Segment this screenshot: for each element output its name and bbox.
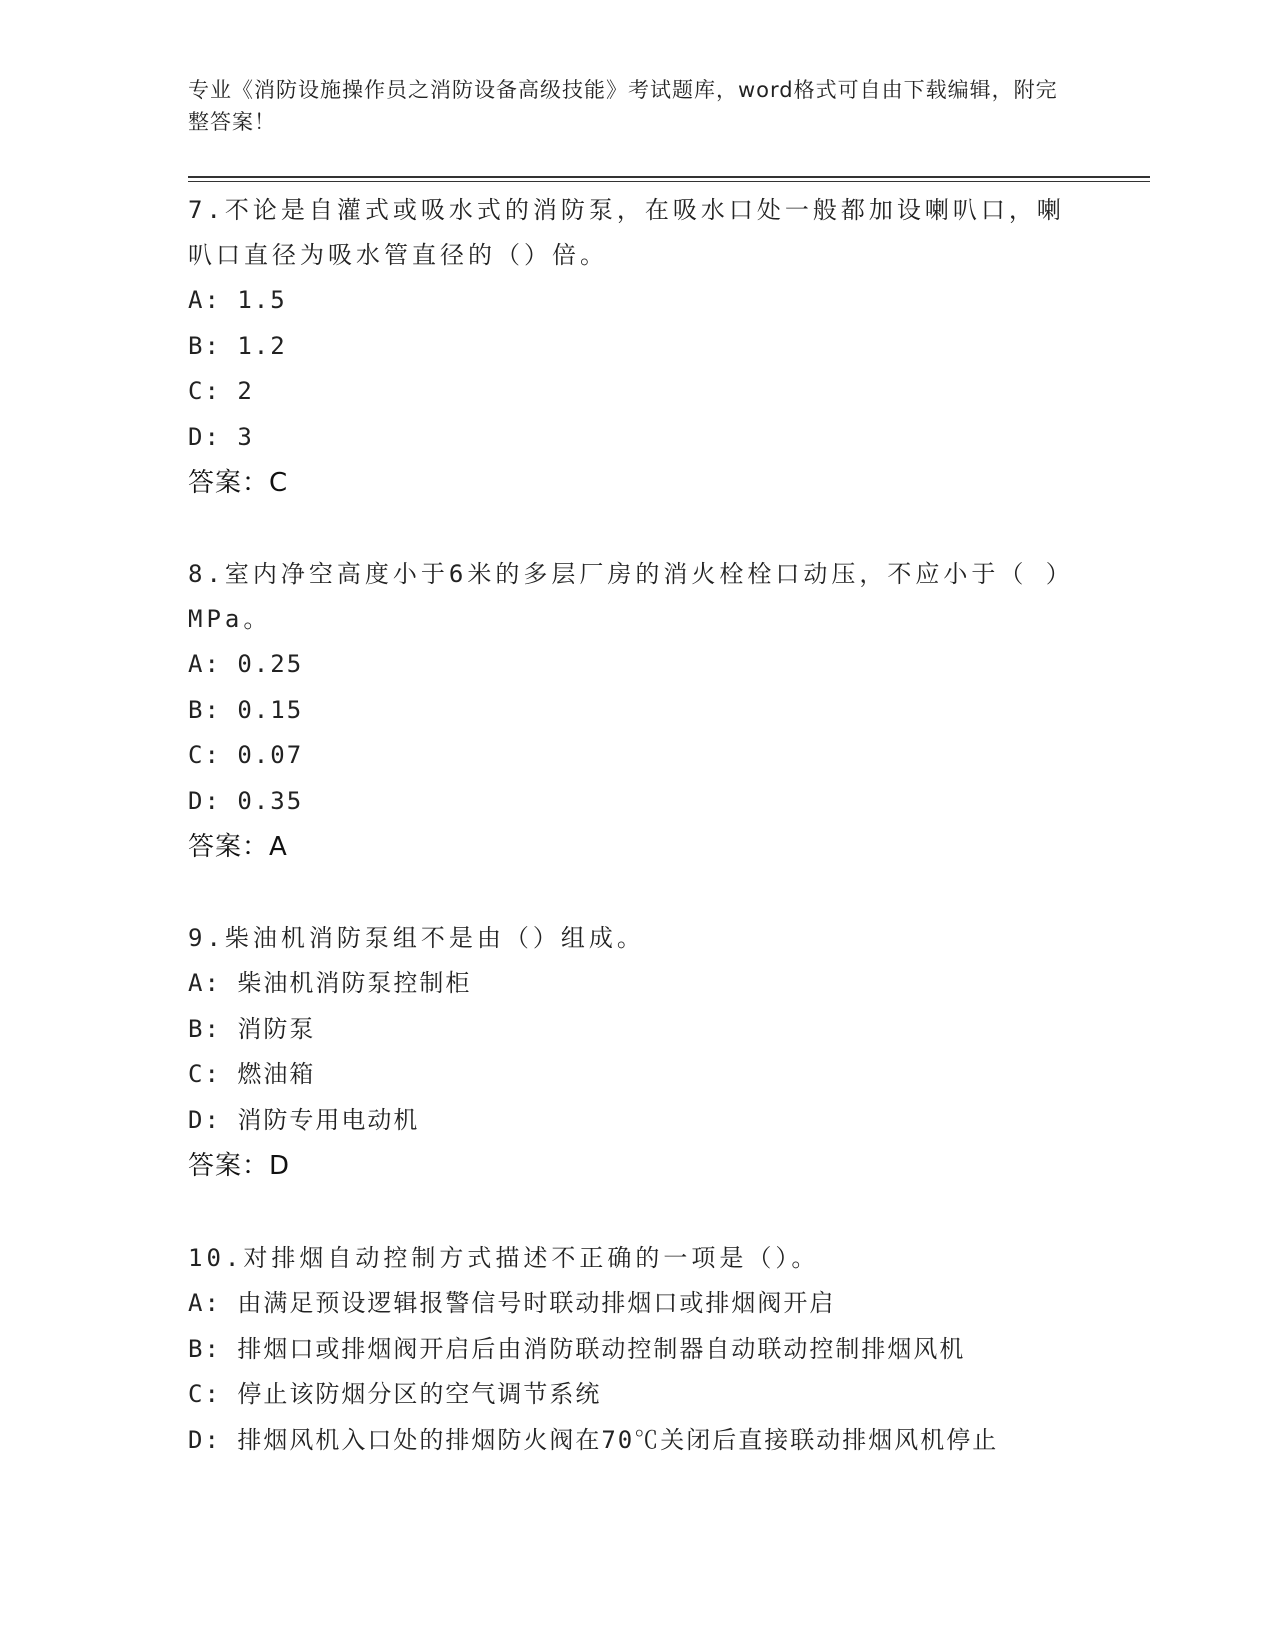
option-d: D: 0.35 <box>188 786 304 815</box>
option-b: B: 1.2 <box>188 331 287 360</box>
option-b: B: 排烟口或排烟阀开启后由消防联动控制器自动联动控制排烟风机 <box>188 1334 966 1363</box>
option-d: D: 消防专用电动机 <box>188 1105 420 1134</box>
question-8 <box>188 552 1088 870</box>
option-c: C: 2 <box>188 377 254 405</box>
option-a: A: 由满足预设逻辑报警信号时联动排烟口或排烟阀开启 <box>188 1289 836 1317</box>
option-b: B: 0.15 <box>188 695 304 724</box>
question-10 <box>188 1236 1088 1463</box>
answer: 答案：C <box>188 468 289 498</box>
header-divider-thin <box>188 181 1150 182</box>
question-9 <box>188 916 1088 1189</box>
option-c: C: 燃油箱 <box>188 1060 316 1088</box>
question-7 <box>188 188 1088 506</box>
option-a: A: 0.25 <box>188 650 304 678</box>
option-a: A: 柴油机消防泵控制柜 <box>188 969 472 997</box>
option-a: A: 1.5 <box>188 286 287 314</box>
answer: 答案：A <box>188 832 288 862</box>
header-divider-thick <box>188 176 1150 178</box>
option-b: B: 消防泵 <box>188 1014 316 1043</box>
option-c: C: 0.07 <box>188 741 304 769</box>
question-text: 7.不论是自灌式或吸水式的消防泵，在吸水口处一般都加设喇叭口，喇叭口直径为吸水管直径的（）倍。 <box>188 196 1065 269</box>
document-header: 专业《消防设施操作员之消防设备高级技能》考试题库，word格式可自由下载编辑，附完整答案！ <box>188 78 1058 134</box>
option-c: C: 停止该防烟分区的空气调节系统 <box>188 1380 602 1408</box>
question-text: 10.对排烟自动控制方式描述不正确的一项是（）。 <box>188 1244 820 1272</box>
question-text: 9.柴油机消防泵组不是由（）组成。 <box>188 924 645 952</box>
question-text: 8.室内净空高度小于6米的多层厂房的消火栓栓口动压，不应小于（ ）MPa。 <box>188 560 1074 633</box>
answer: 答案：D <box>188 1151 291 1181</box>
option-d: D: 3 <box>188 422 254 451</box>
option-d: D: 排烟风机入口处的排烟防火阀在70℃关闭后直接联动排烟风机停止 <box>188 1425 999 1454</box>
